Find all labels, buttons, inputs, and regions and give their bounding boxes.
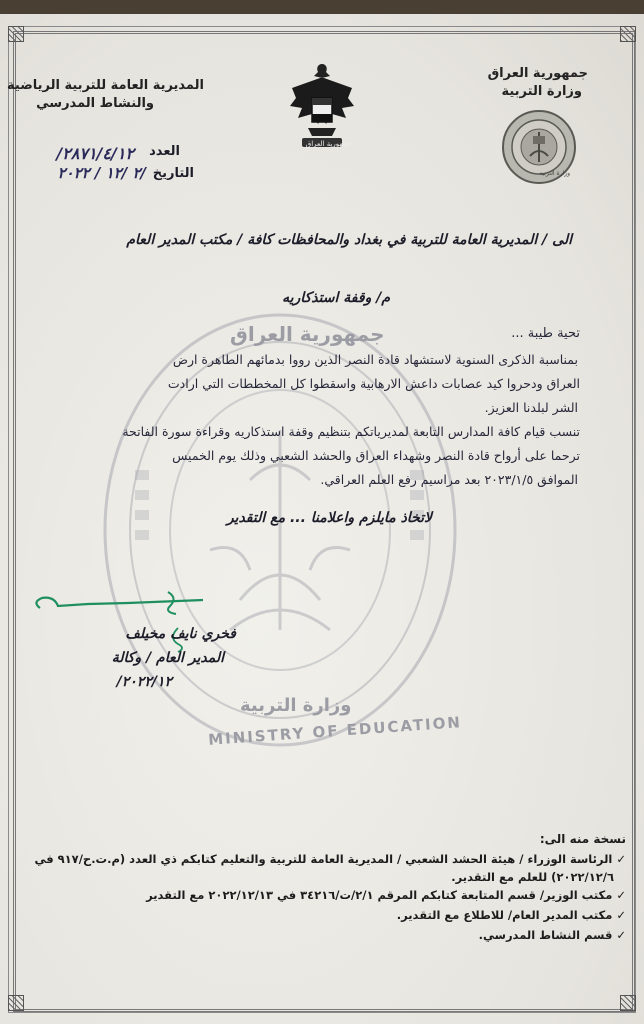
corner-ornament	[8, 26, 24, 42]
paragraph-1-line-2: العراق ودحروا كيد عصابات داعش الارهابية واسقطوا كل المخططات التي ارادت	[167, 376, 580, 391]
checkmark-icon: ✓	[616, 908, 626, 922]
paragraph-2-line-2: ترحما على أرواح قادة النصر وشهداء العراق والحشد الشعبي وذلك يوم الخميس	[172, 448, 580, 463]
emblem-caption: جمهورية العراق	[305, 140, 351, 148]
header-ministry: وزارة التربية	[501, 84, 582, 99]
cc-heading: نسخة منه الى:	[539, 832, 626, 846]
paragraph-2-line-3: الموافق ٢٠٢٣/١/٥ بعد مراسيم رفع العلم العراقي.	[320, 472, 578, 487]
number-value: ٢٨٧١/٤/١٢/	[56, 144, 134, 163]
checkmark-icon: ✓	[616, 852, 626, 866]
header-country: جمهورية العراق	[487, 66, 588, 81]
checkmark-icon: ✓	[616, 928, 626, 942]
stamp-bottom-arabic: وزارة التربية	[240, 695, 352, 716]
stamp-bottom-english: MINISTRY OF EDUCATION	[207, 713, 463, 749]
ministry-stamp-watermark	[90, 300, 470, 760]
greeting: تحية طيبة ...	[511, 326, 580, 341]
corner-ornament	[620, 995, 636, 1011]
closing-line: لاتخاذ مايلزم واعلامنا ... مع التقدير	[226, 510, 432, 526]
cc-item: ✓قسم النشاط المدرسي.	[478, 928, 626, 942]
cc-item-continued: ٢٠٢٢/١٢/٦) للعلم مع التقدير.	[451, 870, 614, 884]
paragraph-1-line-1: بمناسبة الذكرى السنوية لاستشهاد قادة النصر الذين رووا بدمائهم الطاهرة ارض	[172, 352, 578, 367]
date-value: /٢ /١٢ / ٢٠٢٢	[57, 164, 146, 182]
cc-item: ✓الرئاسة الوزراء / هيئة الحشد الشعبي / المديرية العامة للتربية والتعليم كتابكم ذي العدد (م.ت.ح/٩١٧ في	[34, 852, 626, 866]
recipient-line: الى / المديرية العامة للتربية في بغداد والمحافظات كافة / مكتب المدير العام	[126, 232, 572, 248]
header-directorate-sub: والنشاط المدرسي	[36, 96, 154, 111]
logo-caption: وزارة التربية	[539, 170, 570, 177]
date-label: التاريخ	[152, 166, 194, 181]
paragraph-2-line-1: تنسب قيام كافة المدارس التابعة لمديرياتكم بتنظيم وقفة استذكاريه وقراءة سورة الفاتحة	[122, 424, 580, 439]
checkmark-icon: ✓	[616, 888, 626, 902]
cc-item: ✓مكتب الوزير/ قسم المتابعة كتابكم المرقم ٢/١/ت/٣٤٢١٦ في ٢٠٢٢/١٢/١٣ مع التقدير	[146, 888, 626, 902]
cc-item: ✓مكتب المدير العام/ للاطلاع مع التقدير.	[396, 908, 626, 922]
corner-ornament	[8, 995, 24, 1011]
handwritten-signature	[28, 588, 208, 658]
header-directorate: المديرية العامة للتربية الرياضية	[7, 78, 204, 93]
number-label: العدد	[149, 144, 180, 159]
corner-ornament	[620, 26, 636, 42]
stamp-top-text: جمهورية العراق	[230, 322, 385, 346]
paragraph-1-line-3: الشر لبلدنا العزيز.	[484, 400, 578, 415]
signature-date: ٢٠٢٢/١٢/	[116, 674, 172, 690]
signatory-title: المدير العام / وكالة	[111, 650, 224, 666]
subject-line: م/ وقفة استذكاريه	[282, 290, 390, 306]
signatory-name: فخري نايف مخيلف	[125, 626, 236, 642]
